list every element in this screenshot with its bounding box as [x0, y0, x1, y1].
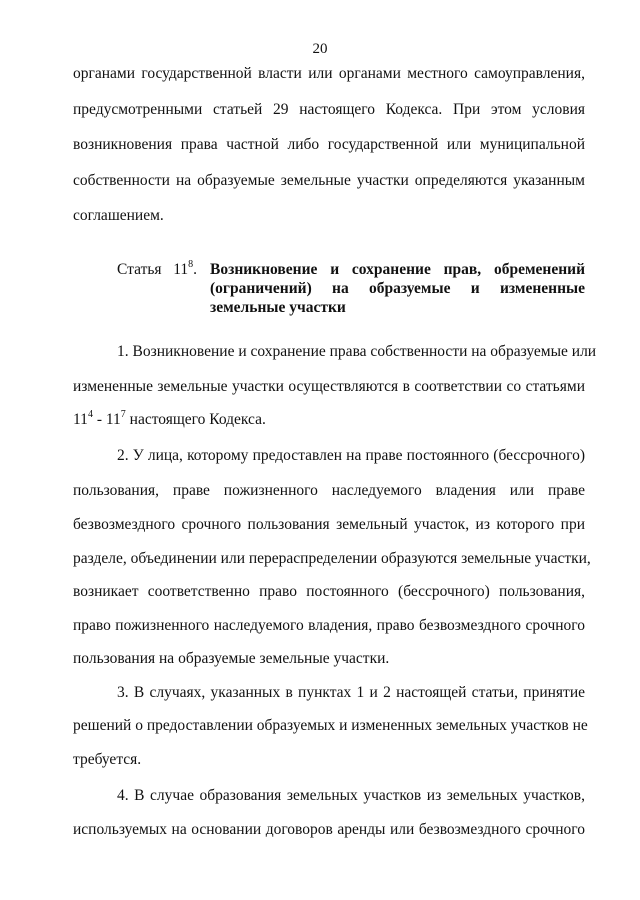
article-number: 11	[173, 261, 189, 278]
paragraph-line: требуется.	[73, 751, 142, 768]
paragraph-line-with-superscripts	[73, 410, 266, 430]
paragraph-line: собственности на образуемые земельные участки определяются указанным	[73, 172, 585, 189]
text-fragment: - 11	[92, 411, 121, 428]
paragraph-line: возникновения права частной либо государственной или муниципальной	[73, 136, 585, 153]
paragraph-line: право пожизненного наследуемого владения, право безвозмездного срочного	[73, 617, 585, 634]
paragraph-line: пользования на образуемые земельные участки.	[73, 650, 390, 667]
superscript: 7	[120, 408, 126, 420]
article-title-line: (ограничений) на образуемые и измененные	[210, 280, 585, 297]
paragraph-line: органами государственной власти или органами местного самоуправления,	[73, 65, 585, 82]
article-number-superscript: 8	[188, 258, 194, 270]
paragraph-line: решений о предоставлении образуемых и измененных земельных участков не	[73, 717, 588, 734]
paragraph-line: используемых на основании договоров аренды или безвозмездного срочного	[73, 821, 585, 838]
article-number-suffix: .	[193, 261, 197, 278]
paragraph-line: возникает соответственно право постоянного (бессрочного) пользования,	[73, 583, 585, 600]
text-fragment: настоящего Кодекса.	[125, 411, 266, 428]
article-word: Статья	[117, 261, 162, 278]
paragraph-line: измененные земельные участки осуществляются в соответствии со статьями	[73, 378, 585, 395]
paragraph-line: разделе, объединении или перераспределении образуются земельные участки,	[73, 550, 591, 567]
paragraph-line: пользования, праве пожизненного наследуемого владения или праве	[73, 482, 585, 499]
paragraph-line: соглашением.	[73, 207, 164, 224]
article-title-line: земельные участки	[210, 299, 346, 316]
superscript: 4	[87, 408, 93, 420]
article-title-line: Возникновение и сохранение прав, обременений	[210, 261, 585, 278]
paragraph-line: 2. У лица, которому предоставлен на праве постоянного (бессрочного)	[117, 447, 585, 464]
paragraph-line: 1. Возникновение и сохранение права собственности на образуемые или	[117, 343, 597, 360]
page-number: 20	[312, 41, 328, 57]
text-fragment: 11	[73, 411, 88, 428]
paragraph-line: 3. В случаях, указанных в пунктах 1 и 2 настоящей статьи, принятие	[117, 684, 585, 701]
paragraph-line: предусмотренными статьей 29 настоящего Кодекса. При этом условия	[73, 101, 585, 118]
paragraph-line: безвозмездного срочного пользования земельный участок, из которого при	[73, 516, 585, 533]
paragraph-line: 4. В случае образования земельных участков из земельных участков,	[117, 787, 585, 804]
article-label	[117, 258, 197, 279]
